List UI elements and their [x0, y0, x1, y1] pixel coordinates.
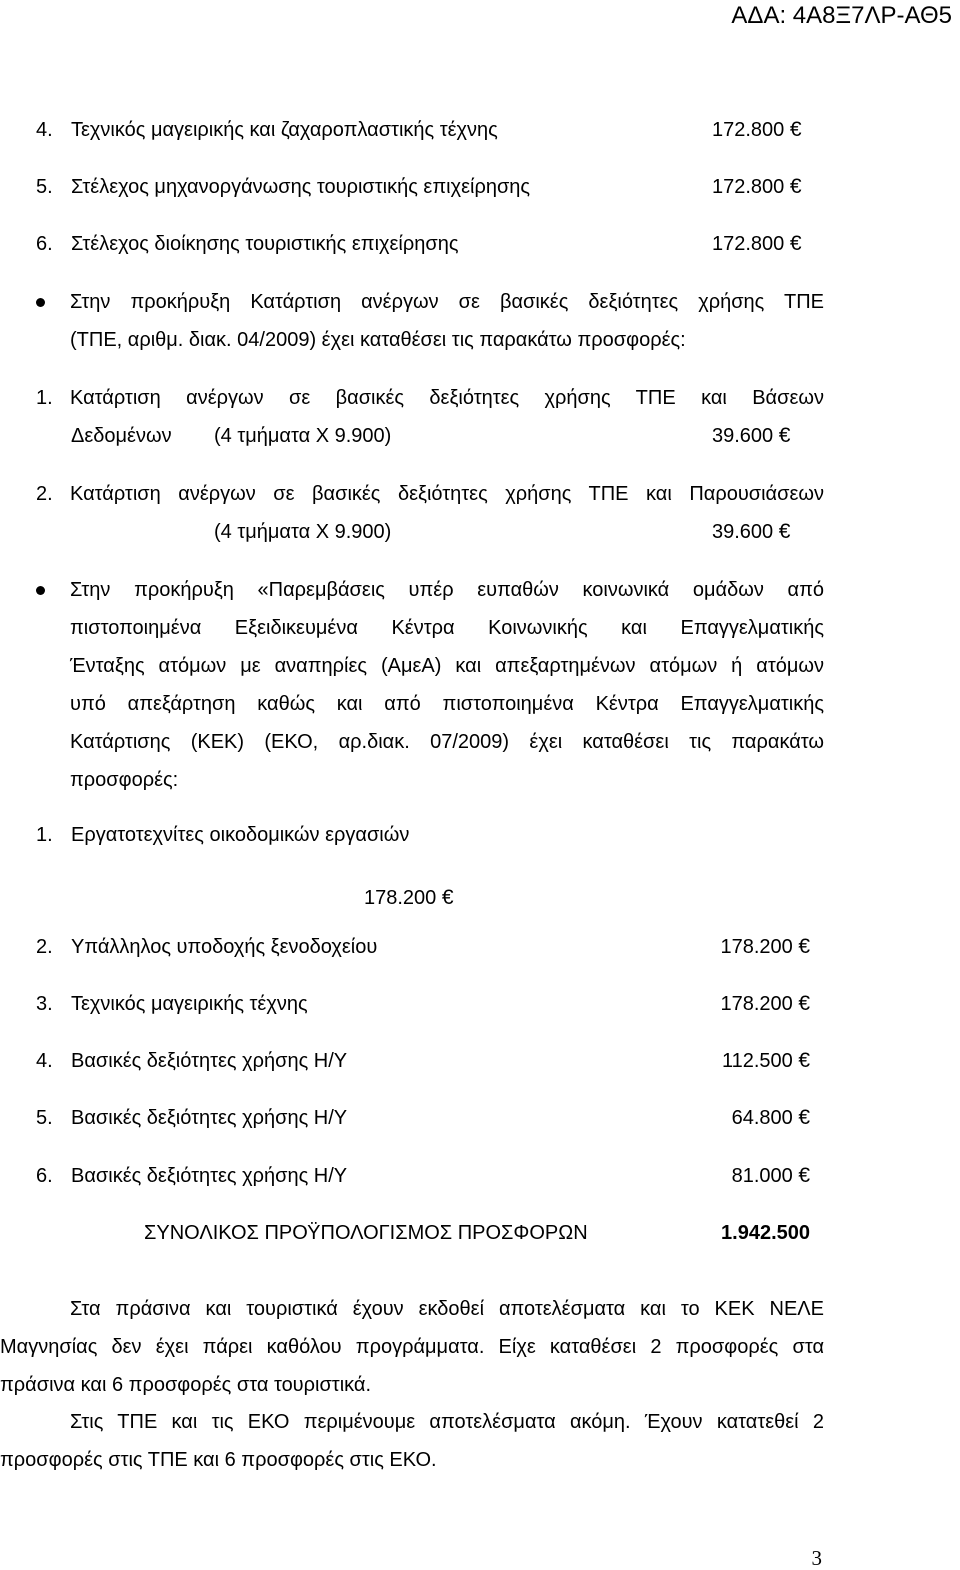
list-item-text: Βασικές δεξιότητες χρήσης Η/Υ [71, 1050, 348, 1072]
bullet-eko-line: Στην προκήρυξη «Παρεμβάσεις υπέρ ευπαθών κοινωνικά ομάδων από [70, 579, 824, 601]
list-item-amount: 172.800 € [712, 232, 802, 255]
list-item-text: (4 τμήματα Χ 9.900) [214, 425, 392, 447]
list-item-number: 4. [36, 119, 53, 141]
list-item-text: Κατάρτιση ανέργων σε βασικές δεξιότητες χρήσης ΤΠΕ και Βάσεων [70, 387, 824, 409]
euro-icon: € [441, 886, 454, 909]
list-item-number: 2. [36, 483, 53, 505]
ada-code: ΑΔΑ: 4Α8Ξ7ΛΡ-ΑΘ5 [731, 2, 952, 29]
list-item-amount: 178.200 € [364, 886, 454, 909]
list-item-text: Βασικές δεξιότητες χρήσης Η/Υ [71, 1165, 348, 1187]
bullet-eko-line: Ένταξης ατόμων με αναπηρίες (ΑμεΑ) και απεξαρτημένων ατόμων ή ατόμων [70, 655, 824, 677]
list-item-number: 5. [36, 1107, 53, 1129]
list-item-number: 1. [36, 387, 53, 409]
list-item-number: 5. [36, 176, 53, 198]
euro-icon: € [778, 424, 791, 447]
note-line: Μαγνησίας δεν έχει πάρει καθόλου προγράμματα. Είχε καταθέσει 2 προσφορές στα [0, 1336, 824, 1358]
list-item-number: 6. [36, 1165, 53, 1187]
euro-icon: € [798, 1106, 810, 1129]
list-item-text: Κατάρτιση ανέργων σε βασικές δεξιότητες χρήσης ΤΠΕ και Παρουσιάσεων [70, 483, 824, 505]
list-item-amount: 172.800 € [712, 175, 802, 198]
list-item-text: Στέλεχος μηχανοργάνωσης τουριστικής επιχείρησης [71, 176, 531, 198]
list-item-text: Εργατοτεχνίτες οικοδομικών εργασιών [71, 824, 410, 846]
bullet-icon [36, 298, 45, 307]
list-item-number: 1. [36, 824, 53, 846]
euro-icon: € [789, 175, 802, 198]
bullet-tpe-line: Στην προκήρυξη Κατάρτιση ανέργων σε βασικές δεξιότητες χρήσης ΤΠΕ [70, 291, 824, 313]
list-item-amount: 112.500 € [721, 1049, 810, 1072]
list-item-text: Δεδομένων [71, 425, 172, 447]
list-item-number: 3. [36, 993, 53, 1015]
list-item-text: Βασικές δεξιότητες χρήσης Η/Υ [71, 1107, 348, 1129]
euro-icon: € [778, 520, 791, 543]
note-line: Στα πράσινα και τουριστικά έχουν εκδοθεί αποτελέσματα και το ΚΕΚ ΝΕΛΕ [70, 1298, 824, 1320]
total-label: ΣΥΝΟΛΙΚΟΣ ΠΡΟΫΠΟΛΟΓΙΣΜΟΣ ΠΡΟΣΦΟΡΩΝ [144, 1222, 588, 1244]
list-item-text: Υπάλληλος υποδοχής ξενοδοχείου [71, 936, 378, 958]
bullet-eko-line: πιστοποιημένα Εξειδικευμένα Κέντρα Κοινωνικής και Επαγγελματικής [70, 617, 824, 639]
list-item-text: Στέλεχος διοίκησης τουριστικής επιχείρησης [71, 233, 459, 255]
bullet-eko-line: υπό απεξάρτηση καθώς και από πιστοποιημένα Κέντρα Επαγγελματικής [70, 693, 824, 715]
total-amount: 1.942.500 [721, 1222, 810, 1244]
list-item-amount: 172.800 € [712, 118, 802, 141]
euro-icon: € [798, 992, 810, 1015]
list-item-number: 4. [36, 1050, 53, 1072]
list-item-amount: 178.200 € [720, 935, 810, 958]
list-item-amount: 81.000 € [731, 1164, 810, 1187]
list-item-number: 6. [36, 233, 53, 255]
note-line: προσφορές στις ΤΠΕ και 6 προσφορές στις ΕΚΟ. [0, 1449, 437, 1471]
bullet-eko-line: Κατάρτισης (ΚΕΚ) (ΕΚΟ, αρ.διακ. 07/2009) έχει καταθέσει τις παρακάτω [70, 731, 824, 753]
euro-icon: € [789, 118, 802, 141]
list-item-text: Τεχνικός μαγειρικής και ζαχαροπλαστικής τέχνης [71, 119, 498, 141]
euro-icon: € [798, 935, 810, 958]
list-item-amount: 39.600 € [712, 424, 791, 447]
euro-icon: € [789, 232, 802, 255]
euro-icon: € [798, 1164, 810, 1187]
list-item-amount: 64.800 € [731, 1106, 810, 1129]
note-line: Στις ΤΠΕ και τις ΕΚΟ περιμένουμε αποτελέσματα ακόμη. Έχουν κατατεθεί 2 [70, 1411, 824, 1433]
euro-icon: € [798, 1049, 810, 1072]
list-item-amount: 39.600 € [712, 520, 791, 543]
bullet-icon [36, 586, 45, 595]
page-number: 3 [811, 1546, 822, 1570]
bullet-tpe-line: (ΤΠΕ, αριθμ. διακ. 04/2009) έχει καταθέσει τις παρακάτω προσφορές: [70, 329, 686, 351]
bullet-eko-line: προσφορές: [70, 769, 179, 791]
list-item-amount: 178.200 € [720, 992, 810, 1015]
list-item-text: (4 τμήματα Χ 9.900) [214, 521, 392, 543]
list-item-number: 2. [36, 936, 53, 958]
note-line: πράσινα και 6 προσφορές στα τουριστικά. [0, 1374, 372, 1396]
list-item-text: Τεχνικός μαγειρικής τέχνης [71, 993, 308, 1015]
